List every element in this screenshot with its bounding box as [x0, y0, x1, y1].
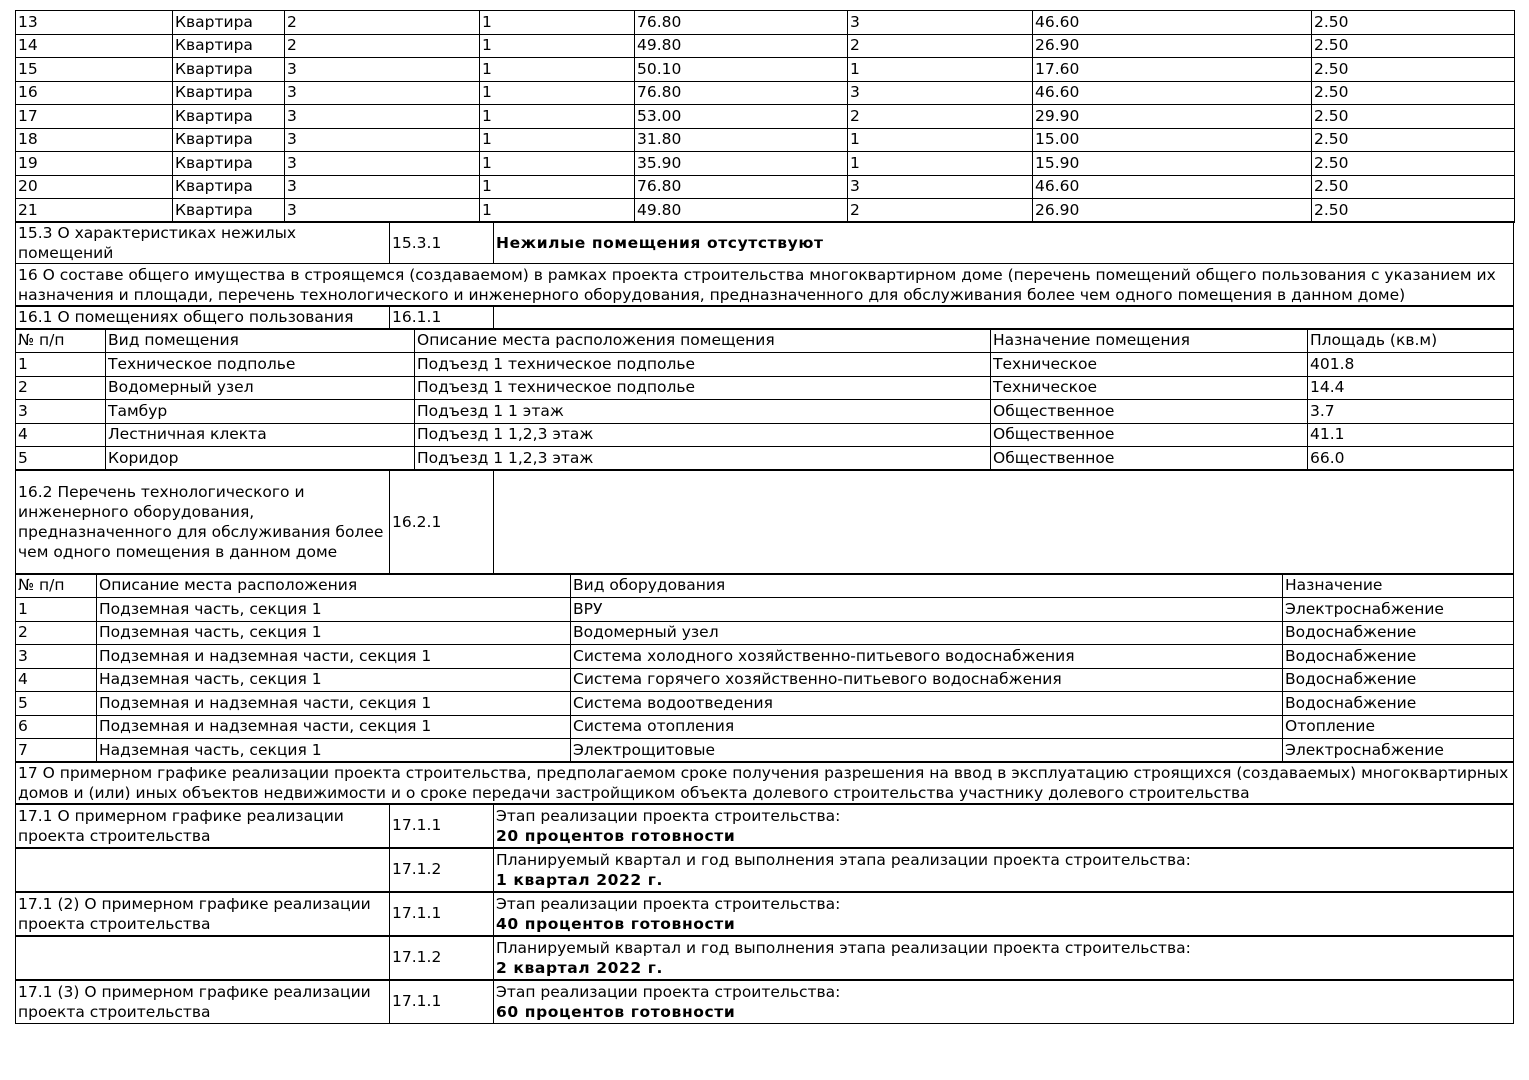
- equipment-location-cell: Подземная часть, секция 1: [97, 598, 571, 622]
- header-no: № п/п: [16, 574, 97, 598]
- header-purpose: Назначение помещения: [991, 329, 1308, 353]
- apartment-area-total-cell: 49.80: [635, 199, 848, 223]
- schedule-quarter-value: 2 квартал 2022 г.: [496, 958, 663, 977]
- schedule-quarter-row: [16, 848, 1514, 892]
- premise-purpose-cell: Техническое: [991, 376, 1308, 400]
- section-17-title: 17 О примерном графике реализации проекта строительства, предполагаемом сроке получения разрешения на ввод в эксплуатацию строящихся (создаваемых) многоквартирных домов и (или) иных объектов недвижимости и о сроке передачи застройщиком объекта долевого строительства участнику долевого строительства: [16, 762, 1514, 804]
- schedule-label: 17.1 О примерном графике реализации проекта строительства: [16, 804, 390, 848]
- apartment-floor-cell: 3: [285, 81, 480, 105]
- apartment-area-living-cell: 46.60: [1033, 175, 1312, 199]
- equipment-purpose-cell: Водоснабжение: [1283, 692, 1514, 716]
- apartment-entrance-cell: 1: [480, 152, 635, 176]
- apartment-type-cell: Квартира: [173, 11, 285, 35]
- schedule-stage: [494, 892, 1514, 936]
- section-15-3: [15, 221, 1514, 264]
- apartment-entrance-cell: 1: [480, 128, 635, 152]
- schedule-stage-code: 17.1.1: [390, 804, 494, 848]
- equipment-location-cell: Подземная и надземная части, секция 1: [97, 715, 571, 739]
- apartment-area-living-cell: 17.60: [1033, 58, 1312, 82]
- apartment-ceiling-cell: 2.50: [1312, 81, 1515, 105]
- apartment-entrance-cell: 1: [480, 81, 635, 105]
- apartments-table: [15, 10, 1515, 223]
- premise-location-cell: Подъезд 1 1,2,3 этаж: [415, 423, 991, 447]
- apartment-area-total-cell: 76.80: [635, 175, 848, 199]
- apartment-row: [16, 175, 1515, 199]
- schedule-empty-label: [16, 848, 390, 892]
- apartment-entrance-cell: 1: [480, 175, 635, 199]
- apartment-area-living-cell: 26.90: [1033, 199, 1312, 223]
- schedule-stage-row: [16, 892, 1514, 936]
- schedule-label: 17.1 (3) О примерном графике реализации проекта строительства: [16, 980, 390, 1024]
- apartment-type-cell: Квартира: [173, 34, 285, 58]
- header-location: Описание места расположения: [97, 574, 571, 598]
- apartment-floor-cell: 3: [285, 175, 480, 199]
- schedule-stage-caption: Этап реализации проекта строительства:: [496, 806, 841, 825]
- equipment-row: [16, 621, 1514, 645]
- schedule-stage-value: 40 процентов готовности: [496, 914, 736, 933]
- equipment-location-cell: Подземная и надземная части, секция 1: [97, 645, 571, 669]
- apartment-entrance-cell: 1: [480, 105, 635, 129]
- equipment-no-cell: 3: [16, 645, 97, 669]
- section-15-3-code: 15.3.1: [390, 222, 494, 264]
- apartment-area-total-cell: 76.80: [635, 81, 848, 105]
- equipment-location-cell: Подземная часть, секция 1: [97, 621, 571, 645]
- apartment-rooms-cell: 2: [848, 199, 1033, 223]
- equipment-location-cell: Подземная и надземная части, секция 1: [97, 692, 571, 716]
- apartment-ceiling-cell: 2.50: [1312, 105, 1515, 129]
- schedule-quarter-row: [16, 936, 1514, 980]
- schedule-quarter-code: 17.1.2: [390, 848, 494, 892]
- premise-area-cell: 3.7: [1308, 400, 1514, 424]
- apartment-type-cell: Квартира: [173, 58, 285, 82]
- section-16: [15, 263, 1514, 307]
- equipment-no-cell: 7: [16, 739, 97, 763]
- section-16-1-label: 16.1 О помещениях общего пользования: [16, 306, 390, 329]
- schedule-stage-row: [16, 980, 1514, 1024]
- section-15-3-value: Нежилые помещения отсутствуют: [494, 222, 1514, 264]
- apartment-type-cell: Квартира: [173, 105, 285, 129]
- apartment-row: [16, 58, 1515, 82]
- apartment-row: [16, 128, 1515, 152]
- equipment-equipment-cell: ВРУ: [571, 598, 1283, 622]
- premise-no-cell: 5: [16, 447, 106, 471]
- apartment-floor-cell: 3: [285, 199, 480, 223]
- apartment-no-cell: 21: [16, 199, 173, 223]
- apartment-row: [16, 11, 1515, 35]
- premise-area-cell: 401.8: [1308, 353, 1514, 377]
- apartment-type-cell: Квартира: [173, 152, 285, 176]
- equipment-row: [16, 645, 1514, 669]
- premise-area-cell: 14.4: [1308, 376, 1514, 400]
- schedule-quarter-value: 1 квартал 2022 г.: [496, 870, 663, 889]
- schedule-stage-caption: Этап реализации проекта строительства:: [496, 982, 841, 1001]
- section-16-1-value: [494, 306, 1514, 329]
- apartment-area-total-cell: 76.80: [635, 11, 848, 35]
- section-16-1-code: 16.1.1: [390, 306, 494, 329]
- apartment-area-living-cell: 15.00: [1033, 128, 1312, 152]
- apartment-ceiling-cell: 2.50: [1312, 58, 1515, 82]
- apartment-floor-cell: 3: [285, 128, 480, 152]
- equipment-location-cell: Надземная часть, секция 1: [97, 739, 571, 763]
- apartment-area-living-cell: 15.90: [1033, 152, 1312, 176]
- schedule-quarter: [494, 936, 1514, 980]
- premise-no-cell: 3: [16, 400, 106, 424]
- apartment-type-cell: Квартира: [173, 175, 285, 199]
- apartment-ceiling-cell: 2.50: [1312, 34, 1515, 58]
- equipment-purpose-cell: Водоснабжение: [1283, 621, 1514, 645]
- premise-no-cell: 4: [16, 423, 106, 447]
- section-17: [15, 761, 1514, 804]
- apartment-rooms-cell: 1: [848, 58, 1033, 82]
- premise-type-cell: Водомерный узел: [106, 376, 415, 400]
- apartment-no-cell: 19: [16, 152, 173, 176]
- section-16-2-value: [494, 470, 1514, 574]
- premise-location-cell: Подъезд 1 техническое подполье: [415, 376, 991, 400]
- common-premises-row: [16, 423, 1514, 447]
- section-16-2: [15, 469, 1514, 574]
- schedule-empty-label: [16, 936, 390, 980]
- apartment-area-total-cell: 50.10: [635, 58, 848, 82]
- schedule-quarter: [494, 848, 1514, 892]
- premise-purpose-cell: Техническое: [991, 353, 1308, 377]
- equipment-table: [15, 573, 1514, 763]
- apartment-area-living-cell: 46.60: [1033, 81, 1312, 105]
- premise-no-cell: 1: [16, 353, 106, 377]
- section-15-3-label: 15.3 О характеристиках нежилых помещений: [16, 222, 390, 264]
- apartment-floor-cell: 2: [285, 34, 480, 58]
- apartment-type-cell: Квартира: [173, 128, 285, 152]
- equipment-equipment-cell: Электрощитовые: [571, 739, 1283, 763]
- apartment-no-cell: 18: [16, 128, 173, 152]
- premise-location-cell: Подъезд 1 1 этаж: [415, 400, 991, 424]
- apartment-type-cell: Квартира: [173, 81, 285, 105]
- apartment-row: [16, 152, 1515, 176]
- apartment-row: [16, 81, 1515, 105]
- common-premises-row: [16, 400, 1514, 424]
- apartment-ceiling-cell: 2.50: [1312, 175, 1515, 199]
- apartment-ceiling-cell: 2.50: [1312, 128, 1515, 152]
- equipment-equipment-cell: Система водоотведения: [571, 692, 1283, 716]
- premise-type-cell: Коридор: [106, 447, 415, 471]
- apartment-no-cell: 17: [16, 105, 173, 129]
- equipment-row: [16, 739, 1514, 763]
- schedule-stage-value: 20 процентов готовности: [496, 826, 736, 845]
- schedule-table: [15, 803, 1514, 1024]
- premise-type-cell: Лестничная клекта: [106, 423, 415, 447]
- apartment-row: [16, 105, 1515, 129]
- premise-location-cell: Подъезд 1 техническое подполье: [415, 353, 991, 377]
- apartment-type-cell: Квартира: [173, 199, 285, 223]
- apartment-entrance-cell: 1: [480, 11, 635, 35]
- schedule-stage: [494, 980, 1514, 1024]
- common-premises-row: [16, 376, 1514, 400]
- header-no: № п/п: [16, 329, 106, 353]
- equipment-equipment-cell: Водомерный узел: [571, 621, 1283, 645]
- schedule-quarter-caption: Планируемый квартал и год выполнения этапа реализации проекта строительства:: [496, 850, 1191, 869]
- apartment-rooms-cell: 3: [848, 81, 1033, 105]
- apartment-area-total-cell: 35.90: [635, 152, 848, 176]
- apartment-ceiling-cell: 2.50: [1312, 152, 1515, 176]
- apartment-area-total-cell: 31.80: [635, 128, 848, 152]
- common-premises-row: [16, 447, 1514, 471]
- schedule-stage-value: 60 процентов готовности: [496, 1002, 736, 1021]
- common-premises-table: [15, 328, 1514, 471]
- header-purpose: Назначение: [1283, 574, 1514, 598]
- apartment-entrance-cell: 1: [480, 34, 635, 58]
- header-equipment: Вид оборудования: [571, 574, 1283, 598]
- premise-type-cell: Тамбур: [106, 400, 415, 424]
- equipment-no-cell: 2: [16, 621, 97, 645]
- common-premises-header: [16, 329, 1514, 353]
- equipment-equipment-cell: Система горячего хозяйственно-питьевого водоснабжения: [571, 668, 1283, 692]
- equipment-location-cell: Надземная часть, секция 1: [97, 668, 571, 692]
- premise-purpose-cell: Общественное: [991, 423, 1308, 447]
- apartment-floor-cell: 3: [285, 152, 480, 176]
- schedule-stage-row: [16, 804, 1514, 848]
- header-type: Вид помещения: [106, 329, 415, 353]
- equipment-row: [16, 668, 1514, 692]
- schedule-quarter-caption: Планируемый квартал и год выполнения этапа реализации проекта строительства:: [496, 938, 1191, 957]
- apartment-area-living-cell: 46.60: [1033, 11, 1312, 35]
- apartment-rooms-cell: 2: [848, 105, 1033, 129]
- equipment-equipment-cell: Система холодного хозяйственно-питьевого водоснабжения: [571, 645, 1283, 669]
- schedule-stage-caption: Этап реализации проекта строительства:: [496, 894, 841, 913]
- section-16-1: [15, 305, 1514, 329]
- apartment-entrance-cell: 1: [480, 199, 635, 223]
- apartment-no-cell: 13: [16, 11, 173, 35]
- equipment-no-cell: 4: [16, 668, 97, 692]
- apartment-rooms-cell: 3: [848, 11, 1033, 35]
- premise-no-cell: 2: [16, 376, 106, 400]
- equipment-row: [16, 692, 1514, 716]
- premise-purpose-cell: Общественное: [991, 400, 1308, 424]
- header-location: Описание места расположения помещения: [415, 329, 991, 353]
- apartment-row: [16, 34, 1515, 58]
- apartment-row: [16, 199, 1515, 223]
- apartment-rooms-cell: 1: [848, 128, 1033, 152]
- premise-location-cell: Подъезд 1 1,2,3 этаж: [415, 447, 991, 471]
- equipment-purpose-cell: Водоснабжение: [1283, 645, 1514, 669]
- premise-area-cell: 66.0: [1308, 447, 1514, 471]
- apartment-no-cell: 16: [16, 81, 173, 105]
- schedule-stage: [494, 804, 1514, 848]
- premise-purpose-cell: Общественное: [991, 447, 1308, 471]
- apartment-no-cell: 20: [16, 175, 173, 199]
- header-area: Площадь (кв.м): [1308, 329, 1514, 353]
- apartment-area-living-cell: 29.90: [1033, 105, 1312, 129]
- apartment-no-cell: 15: [16, 58, 173, 82]
- section-16-2-label: 16.2 Перечень технологического и инженерного оборудования, предназначенного для обслуживания более чем одного помещения в данном доме: [16, 470, 390, 574]
- premise-area-cell: 41.1: [1308, 423, 1514, 447]
- apartment-rooms-cell: 1: [848, 152, 1033, 176]
- apartment-floor-cell: 3: [285, 105, 480, 129]
- apartment-ceiling-cell: 2.50: [1312, 199, 1515, 223]
- apartment-no-cell: 14: [16, 34, 173, 58]
- apartment-floor-cell: 2: [285, 11, 480, 35]
- equipment-row: [16, 715, 1514, 739]
- apartment-area-total-cell: 49.80: [635, 34, 848, 58]
- apartment-area-total-cell: 53.00: [635, 105, 848, 129]
- schedule-stage-code: 17.1.1: [390, 892, 494, 936]
- premise-type-cell: Техническое подполье: [106, 353, 415, 377]
- equipment-no-cell: 5: [16, 692, 97, 716]
- apartment-entrance-cell: 1: [480, 58, 635, 82]
- section-16-title: 16 О составе общего имущества в строящемся (создаваемом) в рамках проекта строительства многоквартирном доме (перечень помещений общего пользования с указанием их назначения и площади, перечень технологического и инженерного оборудования, предназначенного для обслуживания более чем одного помещения в данном доме): [16, 263, 1514, 306]
- equipment-purpose-cell: Электроснабжение: [1283, 598, 1514, 622]
- apartment-rooms-cell: 3: [848, 175, 1033, 199]
- apartment-ceiling-cell: 2.50: [1312, 11, 1515, 35]
- equipment-purpose-cell: Отопление: [1283, 715, 1514, 739]
- schedule-quarter-code: 17.1.2: [390, 936, 494, 980]
- equipment-purpose-cell: Водоснабжение: [1283, 668, 1514, 692]
- equipment-header: [16, 574, 1514, 598]
- apartment-floor-cell: 3: [285, 58, 480, 82]
- equipment-purpose-cell: Электроснабжение: [1283, 739, 1514, 763]
- equipment-row: [16, 598, 1514, 622]
- apartment-area-living-cell: 26.90: [1033, 34, 1312, 58]
- equipment-equipment-cell: Система отопления: [571, 715, 1283, 739]
- common-premises-row: [16, 353, 1514, 377]
- schedule-label: 17.1 (2) О примерном графике реализации проекта строительства: [16, 892, 390, 936]
- equipment-no-cell: 6: [16, 715, 97, 739]
- apartment-rooms-cell: 2: [848, 34, 1033, 58]
- section-16-2-code: 16.2.1: [390, 470, 494, 574]
- schedule-stage-code: 17.1.1: [390, 980, 494, 1024]
- equipment-no-cell: 1: [16, 598, 97, 622]
- document-page: [15, 10, 1514, 1024]
